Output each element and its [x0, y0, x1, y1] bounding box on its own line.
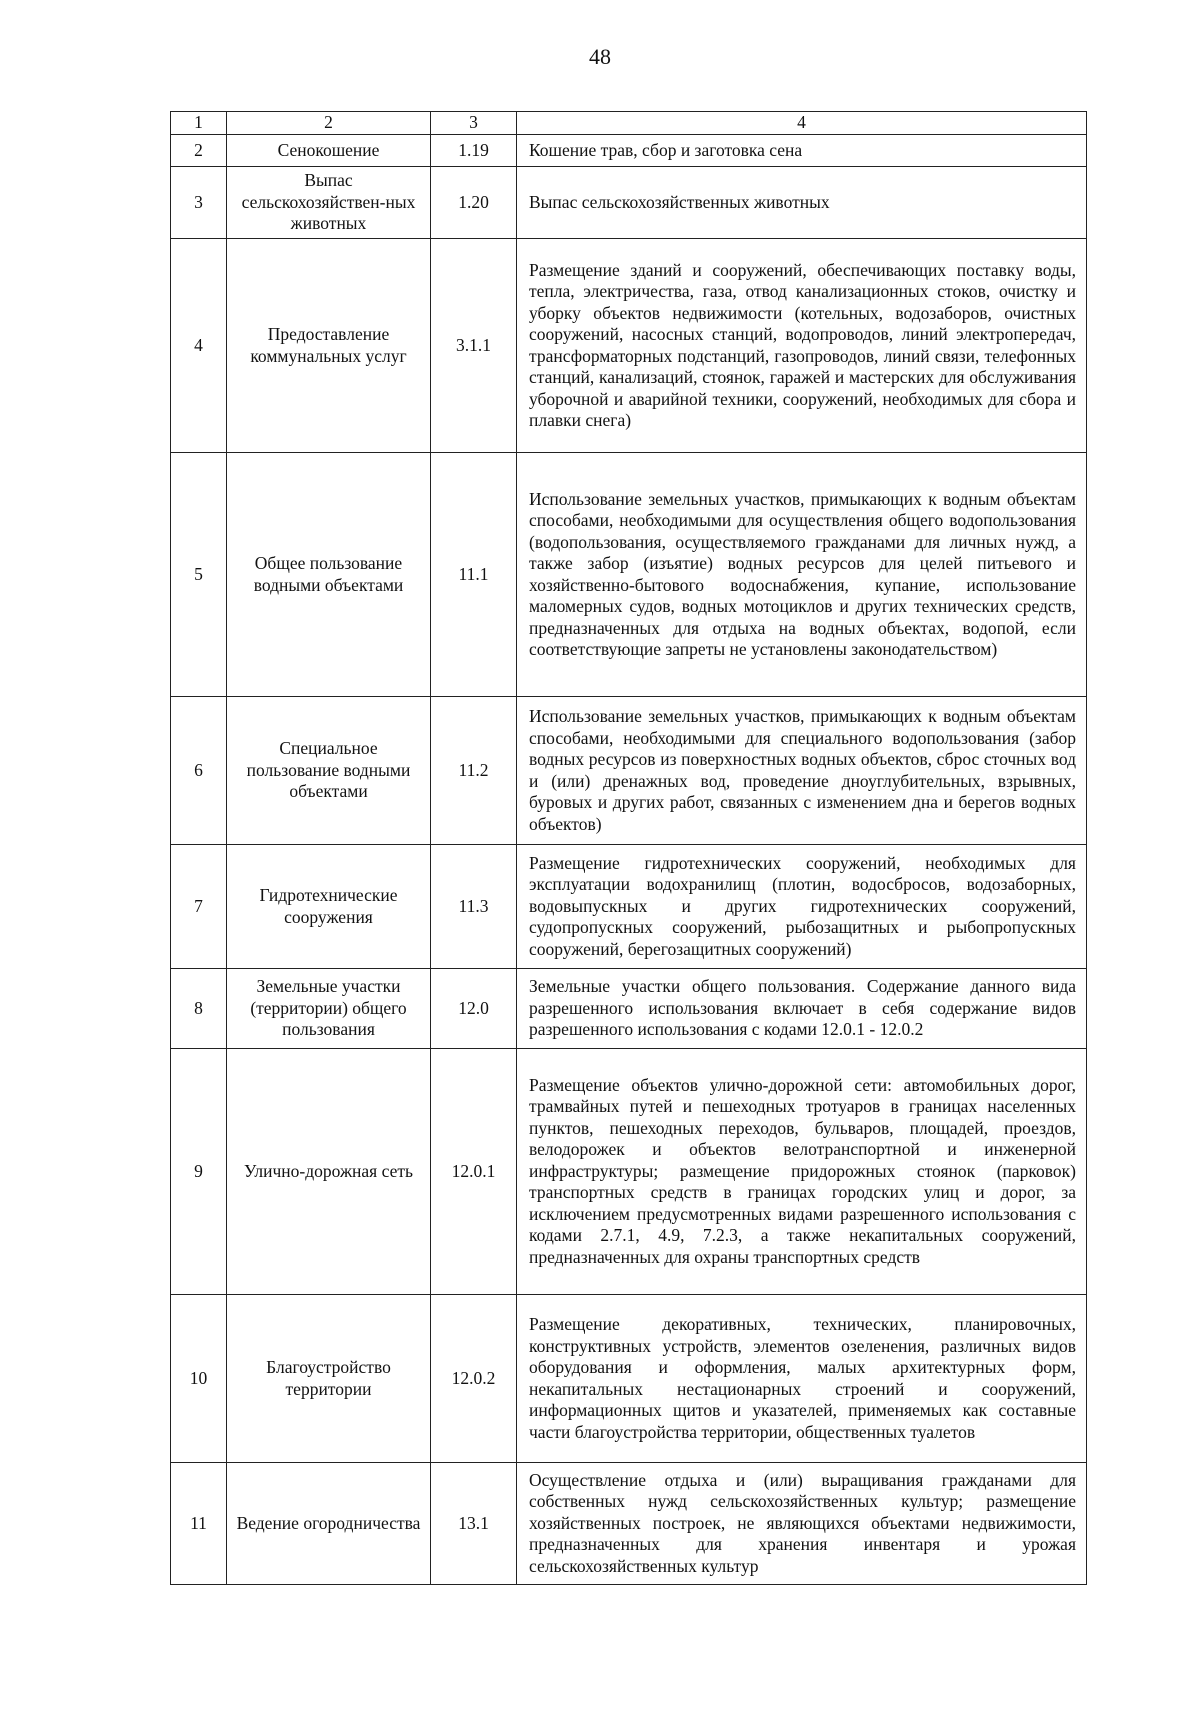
row-number: 8 [171, 969, 227, 1049]
land-use-name: Специальное пользование водными объектами [227, 697, 431, 845]
table-row [171, 1463, 1087, 1585]
land-use-name: Улично-дорожная сеть [227, 1049, 431, 1295]
table-row [171, 239, 1087, 453]
land-use-description: Размещение объектов улично-дорожной сети: автомобильных дорог, трамвайных путей и пешеходных тротуаров в границах населенных пунктов, пешеходных переходов, бульваров, площадей, проездов, велодорожек и объектов велотранспортной и инженерной инфраструктуры; размещение придорожных стоянок (парковок) транспортных средств в границах городских улиц и дорог, за исключением предусмотренных видами разрешенного использования с кодами 2.7.1, 4.9, 7.2.3, а также некапитальных сооружений, предназначенных для охраны транспортных средств [517, 1049, 1087, 1295]
row-number: 3 [171, 167, 227, 239]
table-row [171, 697, 1087, 845]
table-row [171, 845, 1087, 969]
land-use-description: Кошение трав, сбор и заготовка сена [517, 135, 1087, 167]
table-header-row [171, 112, 1087, 135]
land-use-description: Земельные участки общего пользования. Содержание данного вида разрешенного использования включает в себя содержание видов разрешенного использования с кодами 12.0.1 - 12.0.2 [517, 969, 1087, 1049]
table-row [171, 167, 1087, 239]
land-use-code: 12.0 [431, 969, 517, 1049]
row-number: 4 [171, 239, 227, 453]
land-use-name: Сенокошение [227, 135, 431, 167]
row-number: 6 [171, 697, 227, 845]
land-use-description: Размещение зданий и сооружений, обеспечивающих поставку воды, тепла, электричества, газа, отвод канализационных стоков, очистку и уборку объектов недвижимости (котельных, водозаборов, очистных сооружений, насосных станций, водопроводов, линий электропередач, трансформаторных подстанций, газопроводов, линий связи, телефонных станций, канализаций, стоянок, гаражей и мастерских для обслуживания уборочной и аварийной техники, сооружений, необходимых для сбора и плавки снега) [517, 239, 1087, 453]
land-use-code: 12.0.2 [431, 1295, 517, 1463]
table-row [171, 1295, 1087, 1463]
header-cell-2: 2 [227, 112, 431, 135]
land-use-description: Размещение декоративных, технических, планировочных, конструктивных устройств, элементов озеленения, различных видов оборудования и оформления, малых архитектурных форм, некапитальных нестационарных строений и сооружений, информационных щитов и указателей, применяемых как составные части благоустройства территории, общественных туалетов [517, 1295, 1087, 1463]
land-use-name: Благоустройство территории [227, 1295, 431, 1463]
page-number: 48 [589, 44, 611, 69]
land-use-description: Использование земельных участков, примыкающих к водным объектам способами, необходимыми для осуществления общего водопользования (водопользования, осуществляемого гражданами для личных нужд, а также забор (изъятие) водных ресурсов для целей питьевого и хозяйственно-бытового водоснабжения, купание, использование маломерных судов, водных мотоциклов и других технических средств, предназначенных для отдыха на водных объектах, водопой, если соответствующие запреты не установлены законодательством) [517, 453, 1087, 697]
table-row [171, 453, 1087, 697]
land-use-description: Осуществление отдыха и (или) выращивания гражданами для собственных нужд сельскохозяйственных культур; размещение хозяйственных построек, не являющихся объектами недвижимости, предназначенных для хранения инвентаря и урожая сельскохозяйственных культур [517, 1463, 1087, 1585]
table-row [171, 1049, 1087, 1295]
row-number: 7 [171, 845, 227, 969]
land-use-code: 11.1 [431, 453, 517, 697]
land-use-code: 11.3 [431, 845, 517, 969]
land-use-code: 1.19 [431, 135, 517, 167]
land-use-code: 12.0.1 [431, 1049, 517, 1295]
header-cell-4: 4 [517, 112, 1087, 135]
header-cell-3: 3 [431, 112, 517, 135]
land-use-table [170, 111, 1087, 1585]
row-number: 10 [171, 1295, 227, 1463]
land-use-description: Использование земельных участков, примыкающих к водным объектам способами, необходимыми для специального водопользования (забор водных ресурсов из поверхностных водных объектов, сброс сточных вод и (или) дренажных вод, проведение дноуглубительных, взрывных, буровых и других работ, связанных с изменением дна и берегов водных объектов) [517, 697, 1087, 845]
land-use-name: Гидротехнические сооружения [227, 845, 431, 969]
row-number: 5 [171, 453, 227, 697]
row-number: 11 [171, 1463, 227, 1585]
land-use-name: Выпас сельскохозяйствен-ных животных [227, 167, 431, 239]
land-use-name: Предоставление коммунальных услуг [227, 239, 431, 453]
land-use-code: 3.1.1 [431, 239, 517, 453]
header-cell-1: 1 [171, 112, 227, 135]
land-use-name: Земельные участки (территории) общего пользования [227, 969, 431, 1049]
row-number: 2 [171, 135, 227, 167]
land-use-name: Ведение огородничества [227, 1463, 431, 1585]
land-use-description: Размещение гидротехнических сооружений, необходимых для эксплуатации водохранилищ (плотин, водосбросов, водозаборных, водовыпускных и других гидротехнических сооружений, судопропускных сооружений, рыбозащитных и рыбопропускных сооружений, берегозащитных сооружений) [517, 845, 1087, 969]
row-number: 9 [171, 1049, 227, 1295]
table-row [171, 135, 1087, 167]
land-use-name: Общее пользование водными объектами [227, 453, 431, 697]
land-use-code: 11.2 [431, 697, 517, 845]
land-use-code: 1.20 [431, 167, 517, 239]
land-use-description: Выпас сельскохозяйственных животных [517, 167, 1087, 239]
land-use-code: 13.1 [431, 1463, 517, 1585]
table-row [171, 969, 1087, 1049]
